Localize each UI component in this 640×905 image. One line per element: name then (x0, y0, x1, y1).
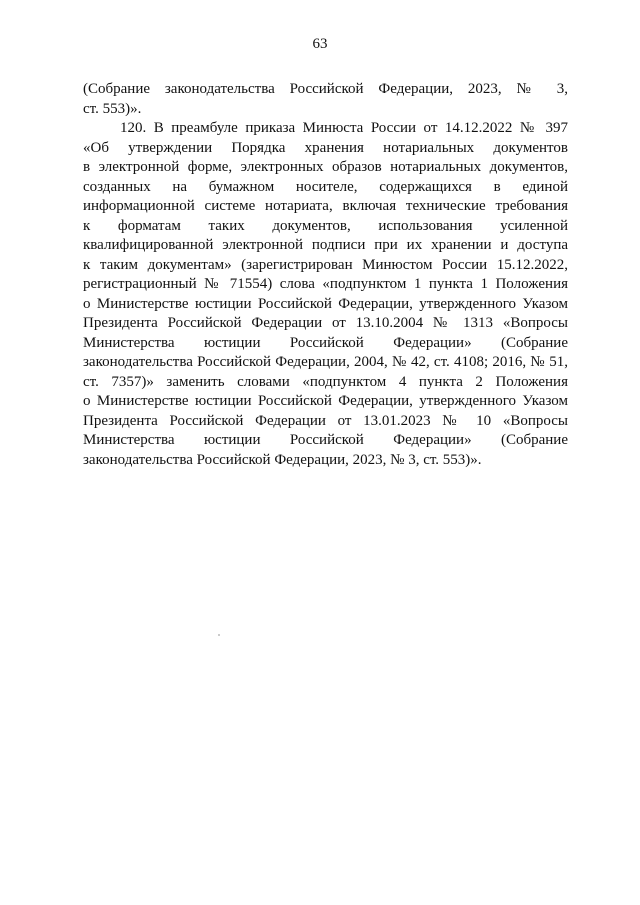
text-line: ст. 553)». (83, 100, 142, 117)
paragraph-continuation (83, 80, 568, 119)
text-line: к форматам таких документов, использования усиленной (83, 217, 568, 234)
scan-speck (218, 634, 220, 636)
text-line: информационной системе нотариата, включая технические требования (83, 198, 568, 214)
text-line: созданных на бумажном носителе, содержащихся в единой (83, 178, 568, 195)
text-line: к таким документам» (зарегистрирован Минюстом России 15.12.2022, (83, 256, 568, 273)
paragraph-item-120 (83, 119, 568, 470)
text-line: законодательства Российской Федерации, 2004, № 42, ст. 4108; 2016, № 51, (83, 354, 568, 370)
text-line: регистрационный № 71554) слова «подпунктом 1 пункта 1 Положения (83, 276, 568, 292)
text-line: о Министерстве юстиции Российской Федерации, утвержденного Указом (83, 393, 568, 409)
text-line: (Собрание законодательства Российской Федерации, 2023, № 3, (83, 81, 568, 97)
text-line: квалифицированной электронной подписи при их хранении и доступа (83, 237, 568, 253)
text-line: «Об утверждении Порядка хранения нотариальных документов (83, 139, 568, 156)
page-number: 63 (312, 36, 328, 52)
text-line: в электронной форме, электронных образов нотариальных документов, (83, 159, 568, 175)
text-line: о Министерстве юстиции Российской Федерации, утвержденного Указом (83, 295, 568, 312)
text-line: законодательства Российской Федерации, 2023, № 3, ст. 553)». (83, 451, 482, 468)
text-line: 120. В преамбуле приказа Минюста России от 14.12.2022 № 397 (120, 120, 568, 136)
text-line: ст. 7357)» заменить словами «подпунктом 4 пункта 2 Положения (83, 373, 568, 390)
text-line: Министерства юстиции Российской Федерации» (Собрание (83, 432, 568, 448)
text-line: Министерства юстиции Российской Федерации» (Собрание (83, 334, 568, 351)
text-line: Президента Российской Федерации от 13.01.2023 № 10 «Вопросы (83, 412, 568, 429)
text-line: Президента Российской Федерации от 13.10.2004 № 1313 «Вопросы (83, 315, 568, 331)
